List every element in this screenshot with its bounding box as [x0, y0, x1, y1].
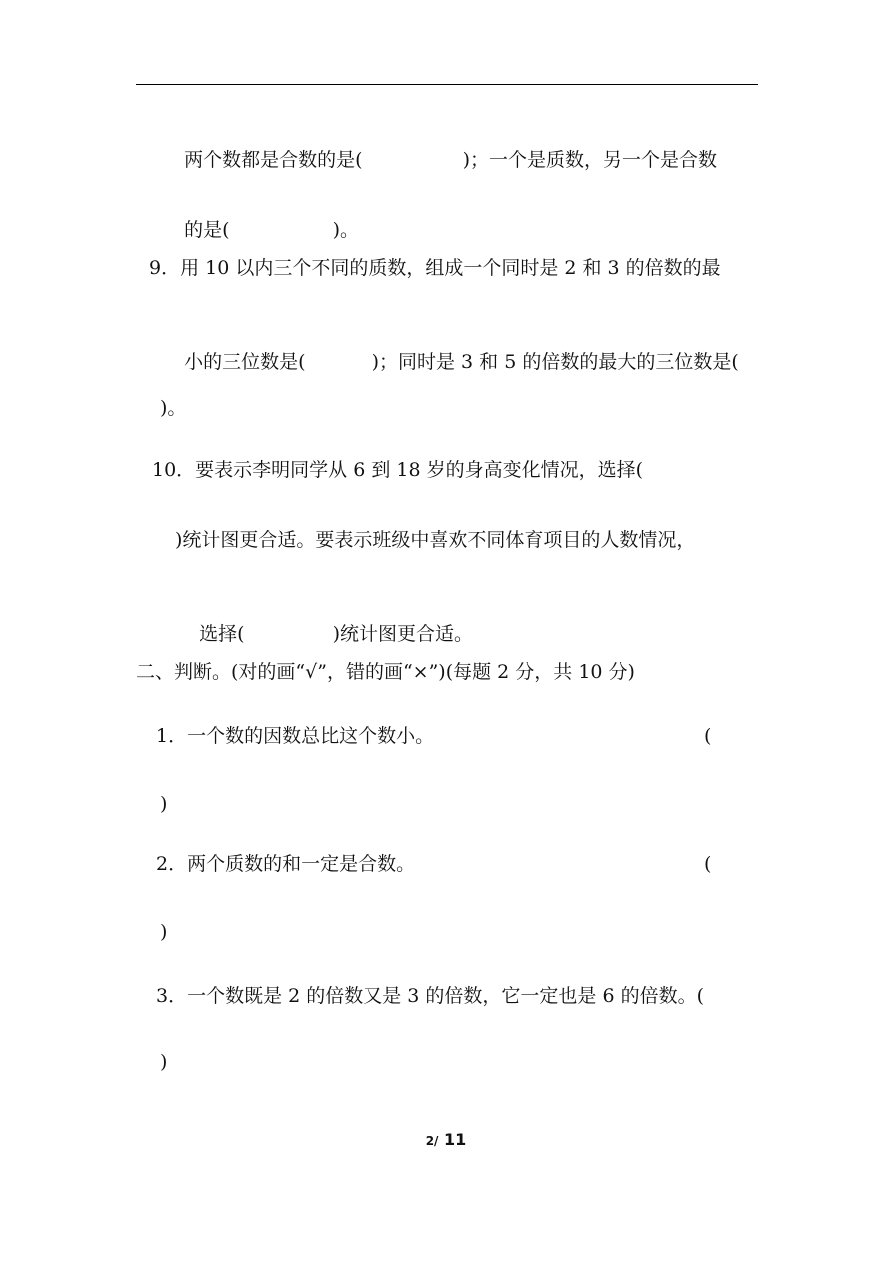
page-number [0, 1130, 892, 1149]
section-2-heading: 二、判断。(对的画“√”，错的画“×”)(每题 2 分，共 10 分) [136, 661, 635, 683]
judge-item-2-text: 2．两个质数的和一定是合数。 [156, 853, 416, 875]
q9-line-3: )。 [160, 397, 187, 419]
q9-text-b: )；同时是 3 和 5 的倍数的最大的三位数是( [371, 351, 739, 373]
judge-item-3-text: 3．一个数既是 2 的倍数又是 3 的倍数，它一定也是 6 的倍数。( [156, 985, 705, 1007]
q8-line-1 [160, 124, 717, 196]
judge-item-3-close-paren: ) [160, 1051, 168, 1073]
header-rule [136, 84, 758, 85]
q10-text-b: )统计图更合适。 [332, 623, 474, 645]
judge-item-1-text: 1．一个数的因数总比这个数小。 [156, 725, 435, 747]
q8-text-c: 的是( [184, 219, 230, 241]
page-current: 2/ [425, 1134, 439, 1148]
q10-line-1: 10．要表示李明同学从 6 到 18 岁的身高变化情况，选择( [152, 459, 644, 481]
judge-item-1-close-paren: ) [160, 793, 168, 815]
q8-text-a: 两个数都是合数的是( [184, 149, 363, 171]
q8-text-b: )；一个是质数，另一个是合数 [462, 149, 718, 171]
q9-line-2 [160, 326, 739, 398]
q10-text-a: 选择( [199, 623, 245, 645]
q8-text-d: )。 [332, 219, 360, 241]
q9-line-1: 9．用 10 以内三个不同的质数，组成一个同时是 2 和 3 的倍数的最 [149, 257, 721, 279]
judge-item-2-open-paren: ( [704, 853, 712, 875]
q10-line-2: )统计图更合适。要表示班级中喜欢不同体育项目的人数情况， [175, 529, 696, 551]
judge-item-2-close-paren: ) [160, 921, 168, 943]
page-total: 11 [444, 1130, 467, 1149]
q9-text-a: 小的三位数是( [184, 351, 306, 373]
judge-item-1-open-paren: ( [704, 725, 712, 747]
